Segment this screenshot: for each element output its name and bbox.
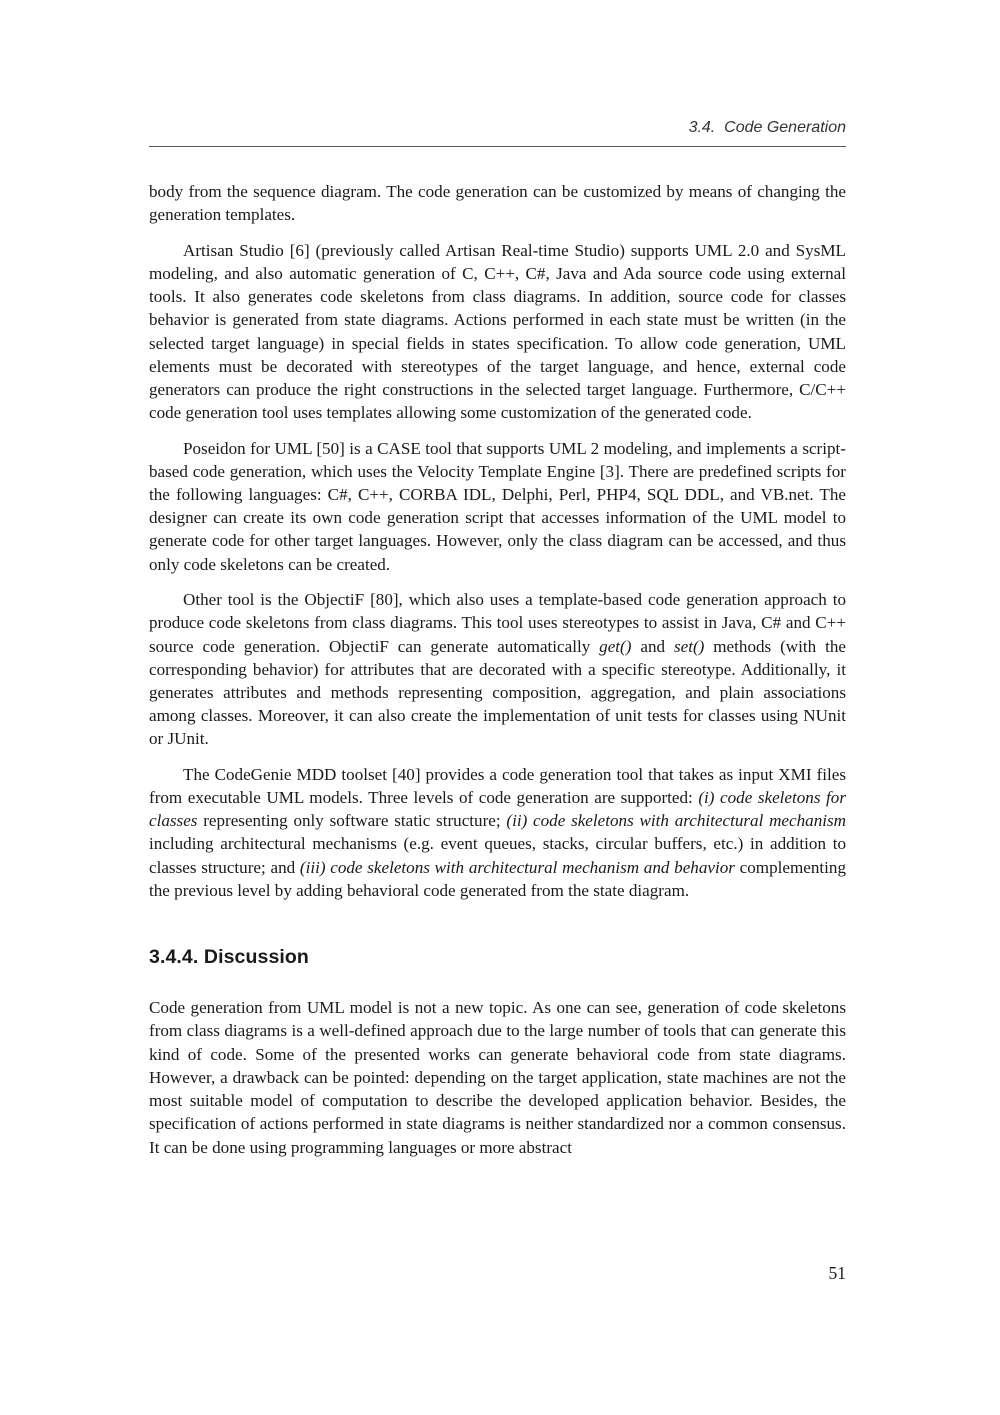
body-text	[149, 180, 846, 1159]
text-run: Artisan Studio [6] (previously called Artisan Real-time Studio) supports UML 2.0 and SysML modeling, and also automatic generation of C, C++, C#, Java and Ada source code using external tools. It also generates code skeletons from class diagrams. In addition, source code for classes behavior is generated from state diagrams. Actions performed in each state must be written (in the selected target language) in special fields in states specification. To allow code generation, UML elements must be decorated with stereotypes of the target language, and hence, external code generators can produce the right constructions in the selected target language. Furthermore, C/C++ code generation tool uses templates allowing some customization of the generated code.	[149, 240, 846, 423]
italic-text: (iii) code skeletons with architectural mechanism and behavior	[299, 857, 735, 877]
text-run: and	[631, 636, 674, 656]
text-run: Code generation from UML model is not a new topic. As one can see, generation of code skeletons from class diagrams is a well-defined approach due to the large number of tools that can generate this kind of code. Some of the presented works can generate behavioral code from state diagrams. However, a drawback can be pointed: depending on the target application, state machines are not the most suitable model of computation to describe the developed application behavior. Besides, the specification of actions performed in state diagrams is neither standardized nor a common consensus. It can be done using programming languages or more abstract	[149, 998, 846, 1157]
paragraphs-bottom	[149, 996, 846, 1158]
paragraph	[149, 763, 846, 902]
text-run: body from the sequence diagram. The code generation can be customized by means of changing the generation templates.	[149, 182, 846, 225]
italic-text: set()	[673, 636, 705, 656]
paragraph	[149, 588, 846, 750]
page-number: 51	[828, 1263, 846, 1283]
header-rule	[149, 146, 846, 147]
text-run: The CodeGenie MDD toolset [40] provides a code generation tool that takes as input XMI files from executable UML models. Three levels of code generation are supported:	[149, 764, 846, 808]
paragraph	[149, 996, 846, 1158]
section-heading: 3.4.4. Discussion	[149, 946, 309, 969]
text-run: representing only software static structure;	[197, 811, 507, 831]
text-run: including architectural mechanisms (e.g. event queues, stacks, circular buffers, etc.) in addition to classes structure; and	[149, 834, 846, 877]
italic-text: (ii) code skeletons with architectural mechanism	[506, 811, 846, 831]
italic-text: get()	[599, 636, 632, 656]
paragraph	[149, 239, 846, 425]
paragraph	[149, 437, 846, 576]
text-run: Poseidon for UML [50] is a CASE tool that supports UML 2 modeling, and implements a script-based code generation, which uses the Velocity Template Engine [3]. There are predefined scripts for the following languages: C#, C++, CORBA IDL, Delphi, Perl, PHP4, SQL DDL, and VB.net. The designer can create its own code generation script that accesses information of the UML model to generate code for other target languages. However, only the class diagram can be accessed, and thus only code skeletons can be created.	[149, 438, 846, 574]
paragraphs-top	[149, 180, 846, 902]
italic-text: (i) code skeletons for classes	[149, 788, 846, 831]
running-header: 3.4. Code Generation	[688, 119, 846, 136]
text-run: Other tool is the ObjectiF [80], which also uses a template-based code generation approach to produce code skeletons from class diagrams. This tool uses stereotypes to assist in Java, C# and C++ source code generation. ObjectiF can generate automatically	[149, 590, 846, 656]
text-run: methods (with the corresponding behavior) for attributes that are decorated with a specific stereotype. Additionally, it generates attributes and methods representing composition, aggregation, and plain associations among classes. Moreover, it can also create the implementation of unit tests for classes using NUnit or JUnit.	[149, 636, 846, 749]
text-run: complementing the previous level by adding behavioral code generated from the state diagram.	[149, 857, 847, 900]
paragraph	[149, 180, 846, 226]
